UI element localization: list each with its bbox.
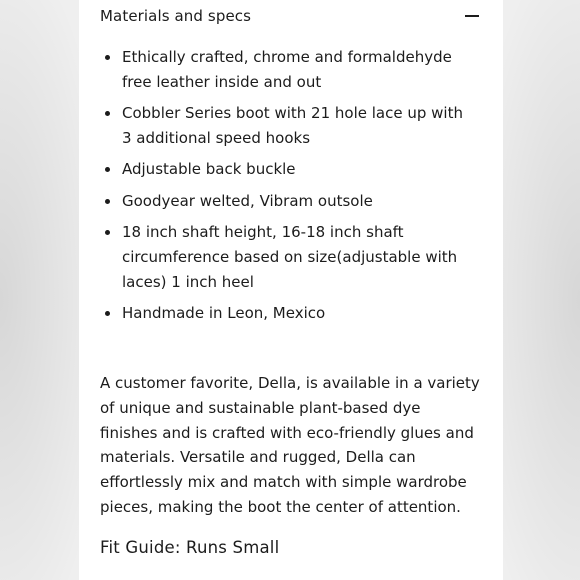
minus-icon[interactable] bbox=[464, 8, 480, 24]
list-item: Goodyear welted, Vibram outsole bbox=[100, 189, 470, 214]
list-item: Adjustable back buckle bbox=[100, 157, 470, 182]
section-title: Materials and specs bbox=[100, 7, 252, 25]
product-details-panel bbox=[79, 0, 503, 580]
list-item: 18 inch shaft height, 16-18 inch shaft circumference based on size(adjustable with laces) 1 inch heel bbox=[100, 220, 470, 294]
specs-list bbox=[100, 45, 470, 333]
list-item: Ethically crafted, chrome and formaldehyde free leather inside and out bbox=[100, 45, 470, 95]
materials-specs-header[interactable] bbox=[100, 5, 480, 27]
fit-guide-heading: Fit Guide: Runs Small bbox=[100, 538, 280, 557]
list-item: Handmade in Leon, Mexico bbox=[100, 301, 470, 326]
product-description: A customer favorite, Della, is available in a variety of unique and sustainable plant-based dye finishes and is crafted with eco-friendly glues and materials. Versatile and rugged, Della can effortlessly mix and match with simple wardrobe pieces, making the boot the center of attention. bbox=[100, 374, 480, 516]
list-item: Cobbler Series boot with 21 hole lace up with 3 additional speed hooks bbox=[100, 101, 470, 151]
